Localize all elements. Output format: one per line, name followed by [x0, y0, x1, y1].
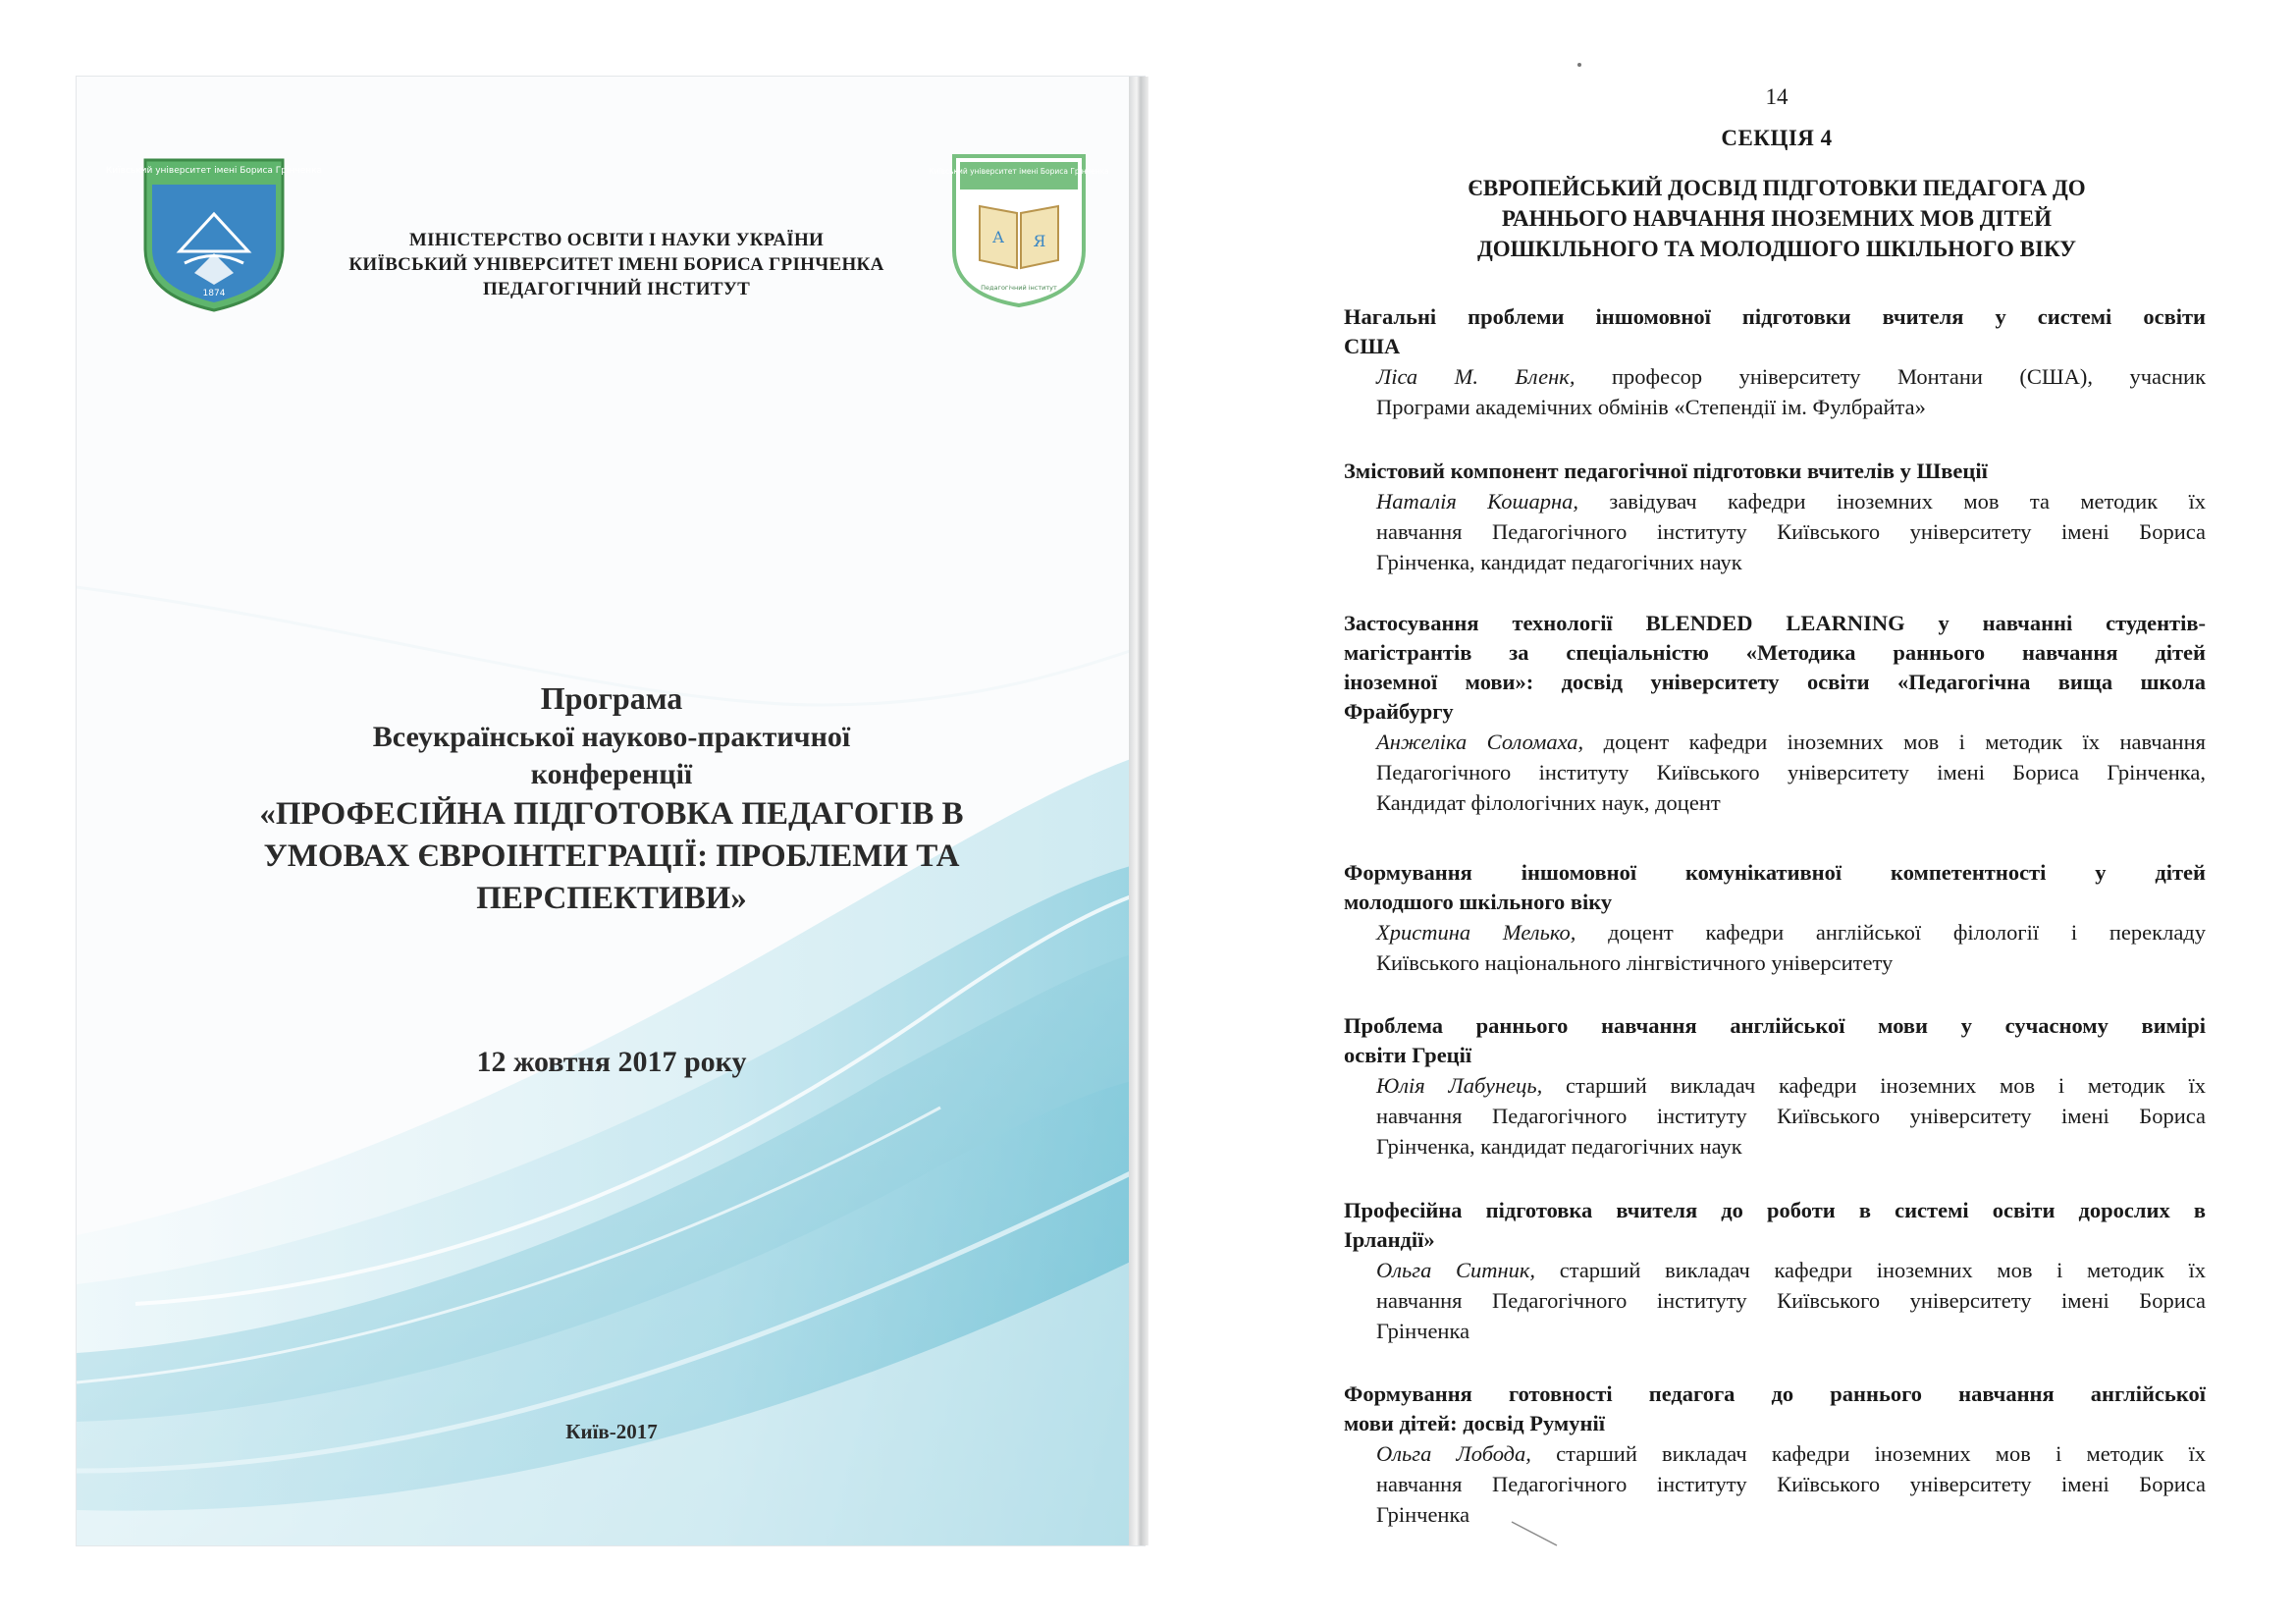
booklet-spine-edge: [1129, 77, 1148, 1545]
section-label: СЕКЦІЯ 4: [1721, 126, 1833, 150]
talk-item: [1344, 1011, 2206, 1162]
talk-title-line: Формування готовності педагога до раннього навчання англійської: [1344, 1381, 2206, 1406]
talk-title-line: Змістовий компонент педагогічної підготовки вчителів у Швеції: [1344, 459, 1988, 483]
show-through-text: [253, 175, 980, 196]
talk-author: [1376, 727, 2206, 818]
author-affiliation: старший викладач кафедри іноземних мов і методик їх: [1535, 1258, 2206, 1282]
author-affiliation: навчання Педагогічного інституту Київського університету імені Бориса: [1376, 1472, 2206, 1496]
talk-title: [1344, 1011, 2206, 1070]
svg-text:A: A: [992, 228, 1004, 246]
university-name: КИЇВСЬКИЙ УНІВЕРСИТЕТ ІМЕНІ БОРИСА ГРІНЧЕНКА: [348, 254, 884, 275]
talk-item: [1344, 1380, 2206, 1530]
pen-stroke-mark: [1510, 1520, 1559, 1547]
author-name: Христина Мелько,: [1376, 920, 1576, 945]
section-title: [1414, 173, 2140, 264]
talk-author: [1376, 361, 2206, 422]
talk-author: [1376, 1255, 2206, 1346]
emblem-left-caption: Київський університет імені Бориса Грінченка: [105, 166, 323, 176]
talk-item: [1344, 609, 2206, 818]
author-name: Ольга Ситник,: [1376, 1258, 1536, 1282]
talk-title-line: освіти Греції: [1344, 1043, 1472, 1067]
author-affiliation: Кандидат філологічних наук, доцент: [1376, 790, 1721, 815]
author-affiliation: доцент кафедри іноземних мов і методик їх навчання: [1583, 730, 2206, 754]
author-affiliation: Грінченка: [1376, 1319, 1470, 1343]
talk-item: [1344, 1196, 2206, 1346]
author-affiliation: доцент кафедри англійської філології і перекладу: [1575, 920, 2206, 945]
talk-item: [1344, 457, 2206, 577]
author-name: Анжеліка Соломаха,: [1376, 730, 1584, 754]
author-name: Наталія Кошарна,: [1376, 489, 1579, 514]
cover-header: [253, 228, 980, 301]
author-affiliation: Педагогічного інституту Київського університету імені Бориса Грінченка,: [1376, 760, 2206, 784]
author-affiliation: Грінченка, кандидат педагогічних наук: [1376, 1134, 1742, 1159]
talk-author: [1376, 1438, 2206, 1530]
talk-title-line: Фрайбургу: [1344, 699, 1454, 724]
conference-name-line1: «ПРОФЕСІЙНА ПІДГОТОВКА ПЕДАГОГІВ В: [259, 796, 964, 832]
author-affiliation: Грінченка, кандидат педагогічних наук: [1376, 550, 1742, 574]
author-affiliation: завідувач кафедри іноземних мов та методик їх: [1578, 489, 2206, 514]
talk-title-line: США: [1344, 334, 1401, 358]
institute-name: ПЕДАГОГІЧНИЙ ІНСТИТУТ: [482, 279, 751, 299]
author-name: Юлія Лабунець,: [1376, 1073, 1543, 1098]
author-affiliation: навчання Педагогічного інституту Київського університету імені Бориса: [1376, 1104, 2206, 1128]
author-affiliation: Київського національного лінгвістичного університету: [1376, 950, 1894, 975]
author-affiliation: навчання Педагогічного інституту Київського університету імені Бориса: [1376, 519, 2206, 544]
author-affiliation: навчання Педагогічного інституту Київського університету імені Бориса: [1376, 1288, 2206, 1313]
talk-author: [1376, 917, 2206, 978]
talk-title: [1344, 1380, 2206, 1438]
city-year: Київ-2017: [565, 1420, 658, 1443]
talk-title: [1344, 1196, 2206, 1255]
talk-item: [1344, 858, 2206, 978]
talk-title: [1344, 302, 2206, 361]
cover-page: [77, 77, 1145, 1545]
section-title-line: ЄВРОПЕЙСЬКИЙ ДОСВІД ПІДГОТОВКИ ПЕДАГОГА ДО: [1468, 176, 2086, 200]
author-name: Ліса М. Бленк,: [1376, 364, 1575, 389]
talk-title-line: молодшого шкільного віку: [1344, 890, 1613, 914]
talk-title-line: Застосування технології BLENDED LEARNING у навчанні студентів-: [1344, 611, 2206, 635]
emblem-left-year: 1874: [202, 289, 226, 298]
conference-date: 12 жовтня 2017 року: [476, 1046, 747, 1078]
program-word: Програма: [540, 680, 683, 716]
svg-text:Я: Я: [1033, 232, 1046, 250]
author-affiliation: Грінченка: [1376, 1502, 1470, 1527]
talk-title-line: Нагальні проблеми іншомовної підготовки вчителя у системі освіти: [1344, 304, 2206, 329]
talk-author: [1376, 1070, 2206, 1162]
talk-item: [1344, 302, 2206, 422]
talk-author: [1376, 486, 2206, 577]
page-number: 14: [1765, 84, 1789, 109]
talk-title-line: мови дітей: досвід Румунії: [1344, 1411, 1605, 1435]
section-title-line: РАННЬОГО НАВЧАННЯ ІНОЗЕМНИХ МОВ ДІТЕЙ: [1501, 206, 2053, 231]
scan-speck: [1577, 63, 1581, 67]
conference-name-line2: УМОВАХ ЄВРОІНТЕГРАЦІЇ: ПРОБЛЕМИ ТА: [263, 839, 960, 874]
talk-title: [1344, 858, 2206, 917]
ministry-name: МІНІСТЕРСТВО ОСВІТИ І НАУКИ УКРАЇНИ: [408, 230, 825, 250]
talk-title-line: іноземної мови»: досвід університету освіти «Педагогічна вища школа: [1344, 670, 2206, 694]
author-affiliation: професор університету Монтани (США), учасник: [1575, 364, 2207, 389]
talk-title-line: Ірландії»: [1344, 1227, 1435, 1252]
cover-title: [204, 677, 1019, 920]
talk-title-line: магістрантів за спеціальністю «Методика раннього навчання дітей: [1344, 640, 2206, 665]
conference-name-line3: ПЕРСПЕКТИВИ»: [476, 881, 747, 916]
emblem-right-bottom: Педагогічний інститут: [981, 284, 1057, 292]
emblem-right-caption: Київський університет імені Бориса Грінченка: [929, 167, 1109, 176]
talk-title-line: Професійна підготовка вчителя до роботи в системі освіти дорослих в: [1344, 1198, 2206, 1222]
author-affiliation: старший викладач кафедри іноземних мов і методик їх: [1542, 1073, 2206, 1098]
talk-title: [1344, 457, 2206, 486]
author-name: Ольга Лобода,: [1376, 1441, 1531, 1466]
author-affiliation: Програми академічних обмінів «Степендії ім. Фулбрайта»: [1376, 395, 1926, 419]
talk-title-line: Формування іншомовної комунікативної компетентності у дітей: [1344, 860, 2206, 885]
author-affiliation: старший викладач кафедри іноземних мов і методик їх: [1530, 1441, 2206, 1466]
conference-word: конференції: [530, 758, 693, 790]
talk-title: [1344, 609, 2206, 727]
talk-title-line: Проблема раннього навчання англійської мови у сучасному вимірі: [1344, 1013, 2206, 1038]
conference-type-line: Всеукраїнської науково-практичної: [372, 721, 851, 753]
section-title-line: ДОШКІЛЬНОГО ТА МОЛОДШОГО ШКІЛЬНОГО ВІКУ: [1476, 237, 2077, 261]
